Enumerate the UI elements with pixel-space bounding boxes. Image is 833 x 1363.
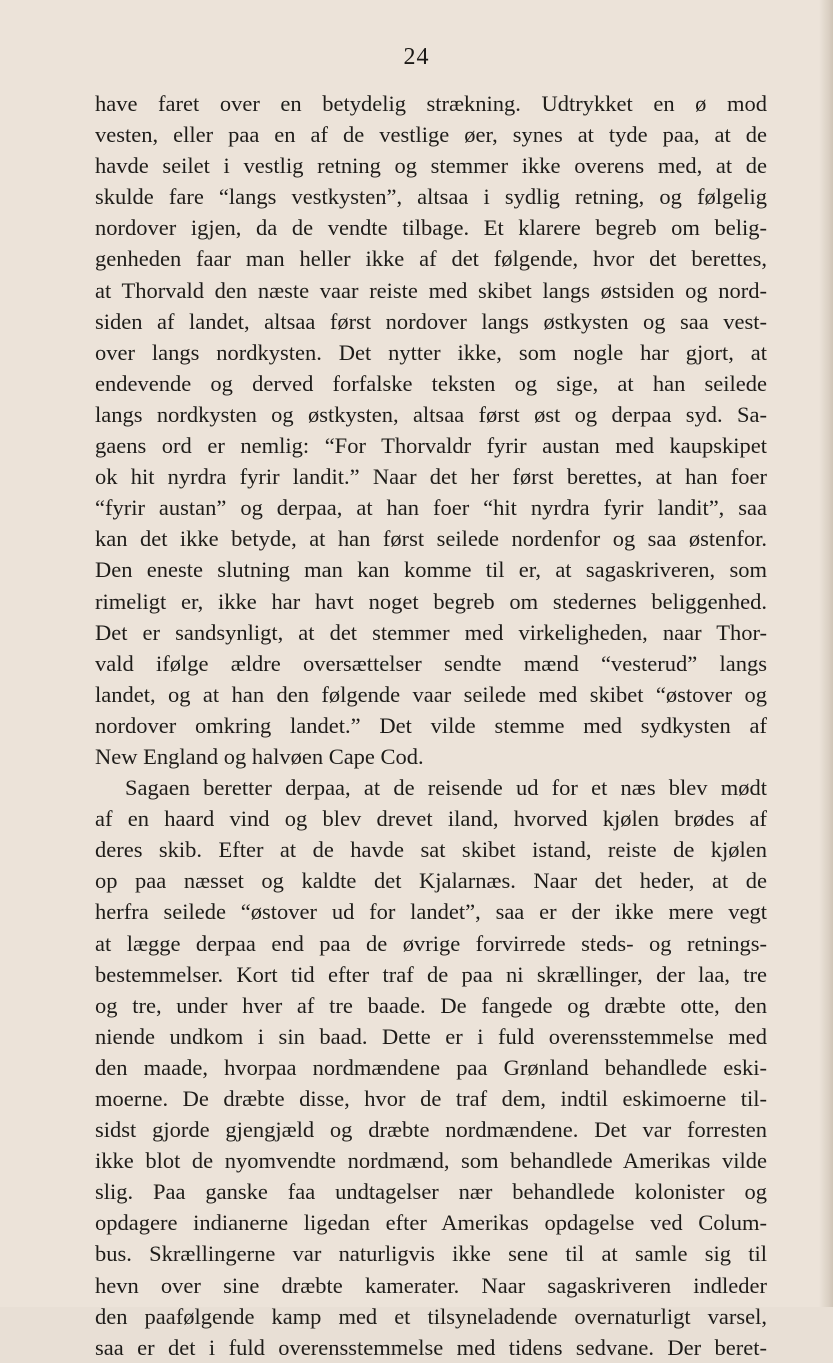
text-line: kan det ikke betyde, at han først seilede nordenfor og saa østenfor. [95, 526, 767, 552]
text-line: genheden faar man heller ikke af det følgende, hvor det berettes, [95, 246, 767, 272]
text-line: Det er sandsynligt, at det stemmer med virkeligheden, naar Thor- [95, 619, 767, 645]
text-line: have faret over en betydelig strækning. Udtrykket en ø mod [95, 91, 767, 116]
text-line: bus. Skrællingerne var naturligvis ikke sene til at samle sig til [95, 1241, 767, 1267]
text-line: at Thorvald den næste vaar reiste med skibet langs østsiden og nord- [95, 277, 767, 303]
text-line: niende undkom i sin baad. Dette er i fuld overensstemmelse med [95, 1023, 767, 1049]
text-line: op paa næsset og kaldte det Kjalarnæs. Naar det heder, at de [95, 868, 767, 894]
text-line: havde seilet i vestlig retning og stemmer ikke overens med, at de [95, 153, 767, 179]
text-line: “fyrir austan” og derpaa, at han foer “hit nyrdra fyrir landit”, saa [95, 495, 767, 521]
text-line: slig. Paa ganske faa undtagelser nær behandlede kolonister og [95, 1179, 767, 1205]
text-line: moerne. De dræbte disse, hvor de traf dem, indtil eskimoerne til- [95, 1086, 767, 1111]
text-line: skulde fare “langs vestkysten”, altsaa i sydlig retning, og følgelig [95, 184, 767, 210]
text-line: landet, og at han den følgende vaar seilede med skibet “østover og [95, 681, 767, 707]
text-line: sidst gjorde gjengjæld og dræbte nordmændene. Det var forresten [95, 1117, 767, 1143]
text-line: Den eneste slutning man kan komme til er, at sagaskriveren, som [95, 557, 767, 583]
text-line: saa er det i fuld overensstemmelse med tidens sedvane. Der beret- [95, 1334, 767, 1360]
text-line: New England og halvøen Cape Cod. [95, 743, 424, 769]
text-line: den paafølgende kamp med et tilsyneladende overnaturligt varsel, [95, 1303, 767, 1329]
page-edge-shadow [819, 0, 833, 1307]
text-line: hevn over sine dræbte kamerater. Naar sagaskriveren indleder [95, 1272, 767, 1298]
page-number: 24 [403, 44, 430, 70]
text-line: langs nordkysten og østkysten, altsaa først øst og derpaa syd. Sa- [95, 401, 767, 427]
text-line: vesten, eller paa en af de vestlige øer, synes at tyde paa, at de [95, 122, 767, 148]
text-line: herfra seilede “østover ud for landet”, saa er der ikke mere vegt [95, 899, 767, 925]
text-line: af en haard vind og blev drevet iland, hvorved kjølen brødes af [95, 806, 767, 832]
text-line: nordover igjen, da de vendte tilbage. Et klarere begreb om belig- [95, 215, 767, 241]
text-line: og tre, under hver af tre baade. De fangede og dræbte otte, den [95, 992, 767, 1018]
text-line: opdagere indianerne ligedan efter Amerikas opdagelse ved Colum- [95, 1210, 767, 1236]
text-line: bestemmelser. Kort tid efter traf de paa ni skrællinger, der laa, tre [95, 961, 767, 987]
text-line: ikke blot de nyomvendte nordmænd, som behandlede Amerikas vilde [95, 1148, 767, 1174]
text-line: nordover omkring landet.” Det vilde stemme med sydkysten af [95, 712, 767, 738]
text-line: vald ifølge ældre oversættelser sendte mænd “vesterud” langs [95, 650, 767, 676]
text-line: over langs nordkysten. Det nytter ikke, som nogle har gjort, at [95, 339, 767, 365]
text-line: den maade, hvorpaa nordmændene paa Grønland behandlede eski- [95, 1054, 767, 1080]
text-line: deres skib. Efter at de havde sat skibet istand, reiste de kjølen [95, 837, 767, 863]
text-line: Sagaen beretter derpaa, at de reisende ud for et næs blev mødt [125, 775, 767, 801]
text-line: gaens ord er nemlig: “For Thorvaldr fyrir austan med kaupskipet [95, 433, 767, 459]
body-text [95, 88, 767, 1363]
text-line: rimeligt er, ikke har havt noget begreb om stedernes beliggenhed. [95, 588, 767, 614]
text-line: endevende og derved forfalske teksten og sige, at han seilede [95, 370, 767, 396]
text-line: at lægge derpaa end paa de øvrige forvirrede steds- og retnings- [95, 930, 767, 956]
text-line: ok hit nyrdra fyrir landit.” Naar det her først berettes, at han foer [95, 464, 767, 490]
text-line: siden af landet, altsaa først nordover langs østkysten og saa vest- [95, 308, 767, 334]
